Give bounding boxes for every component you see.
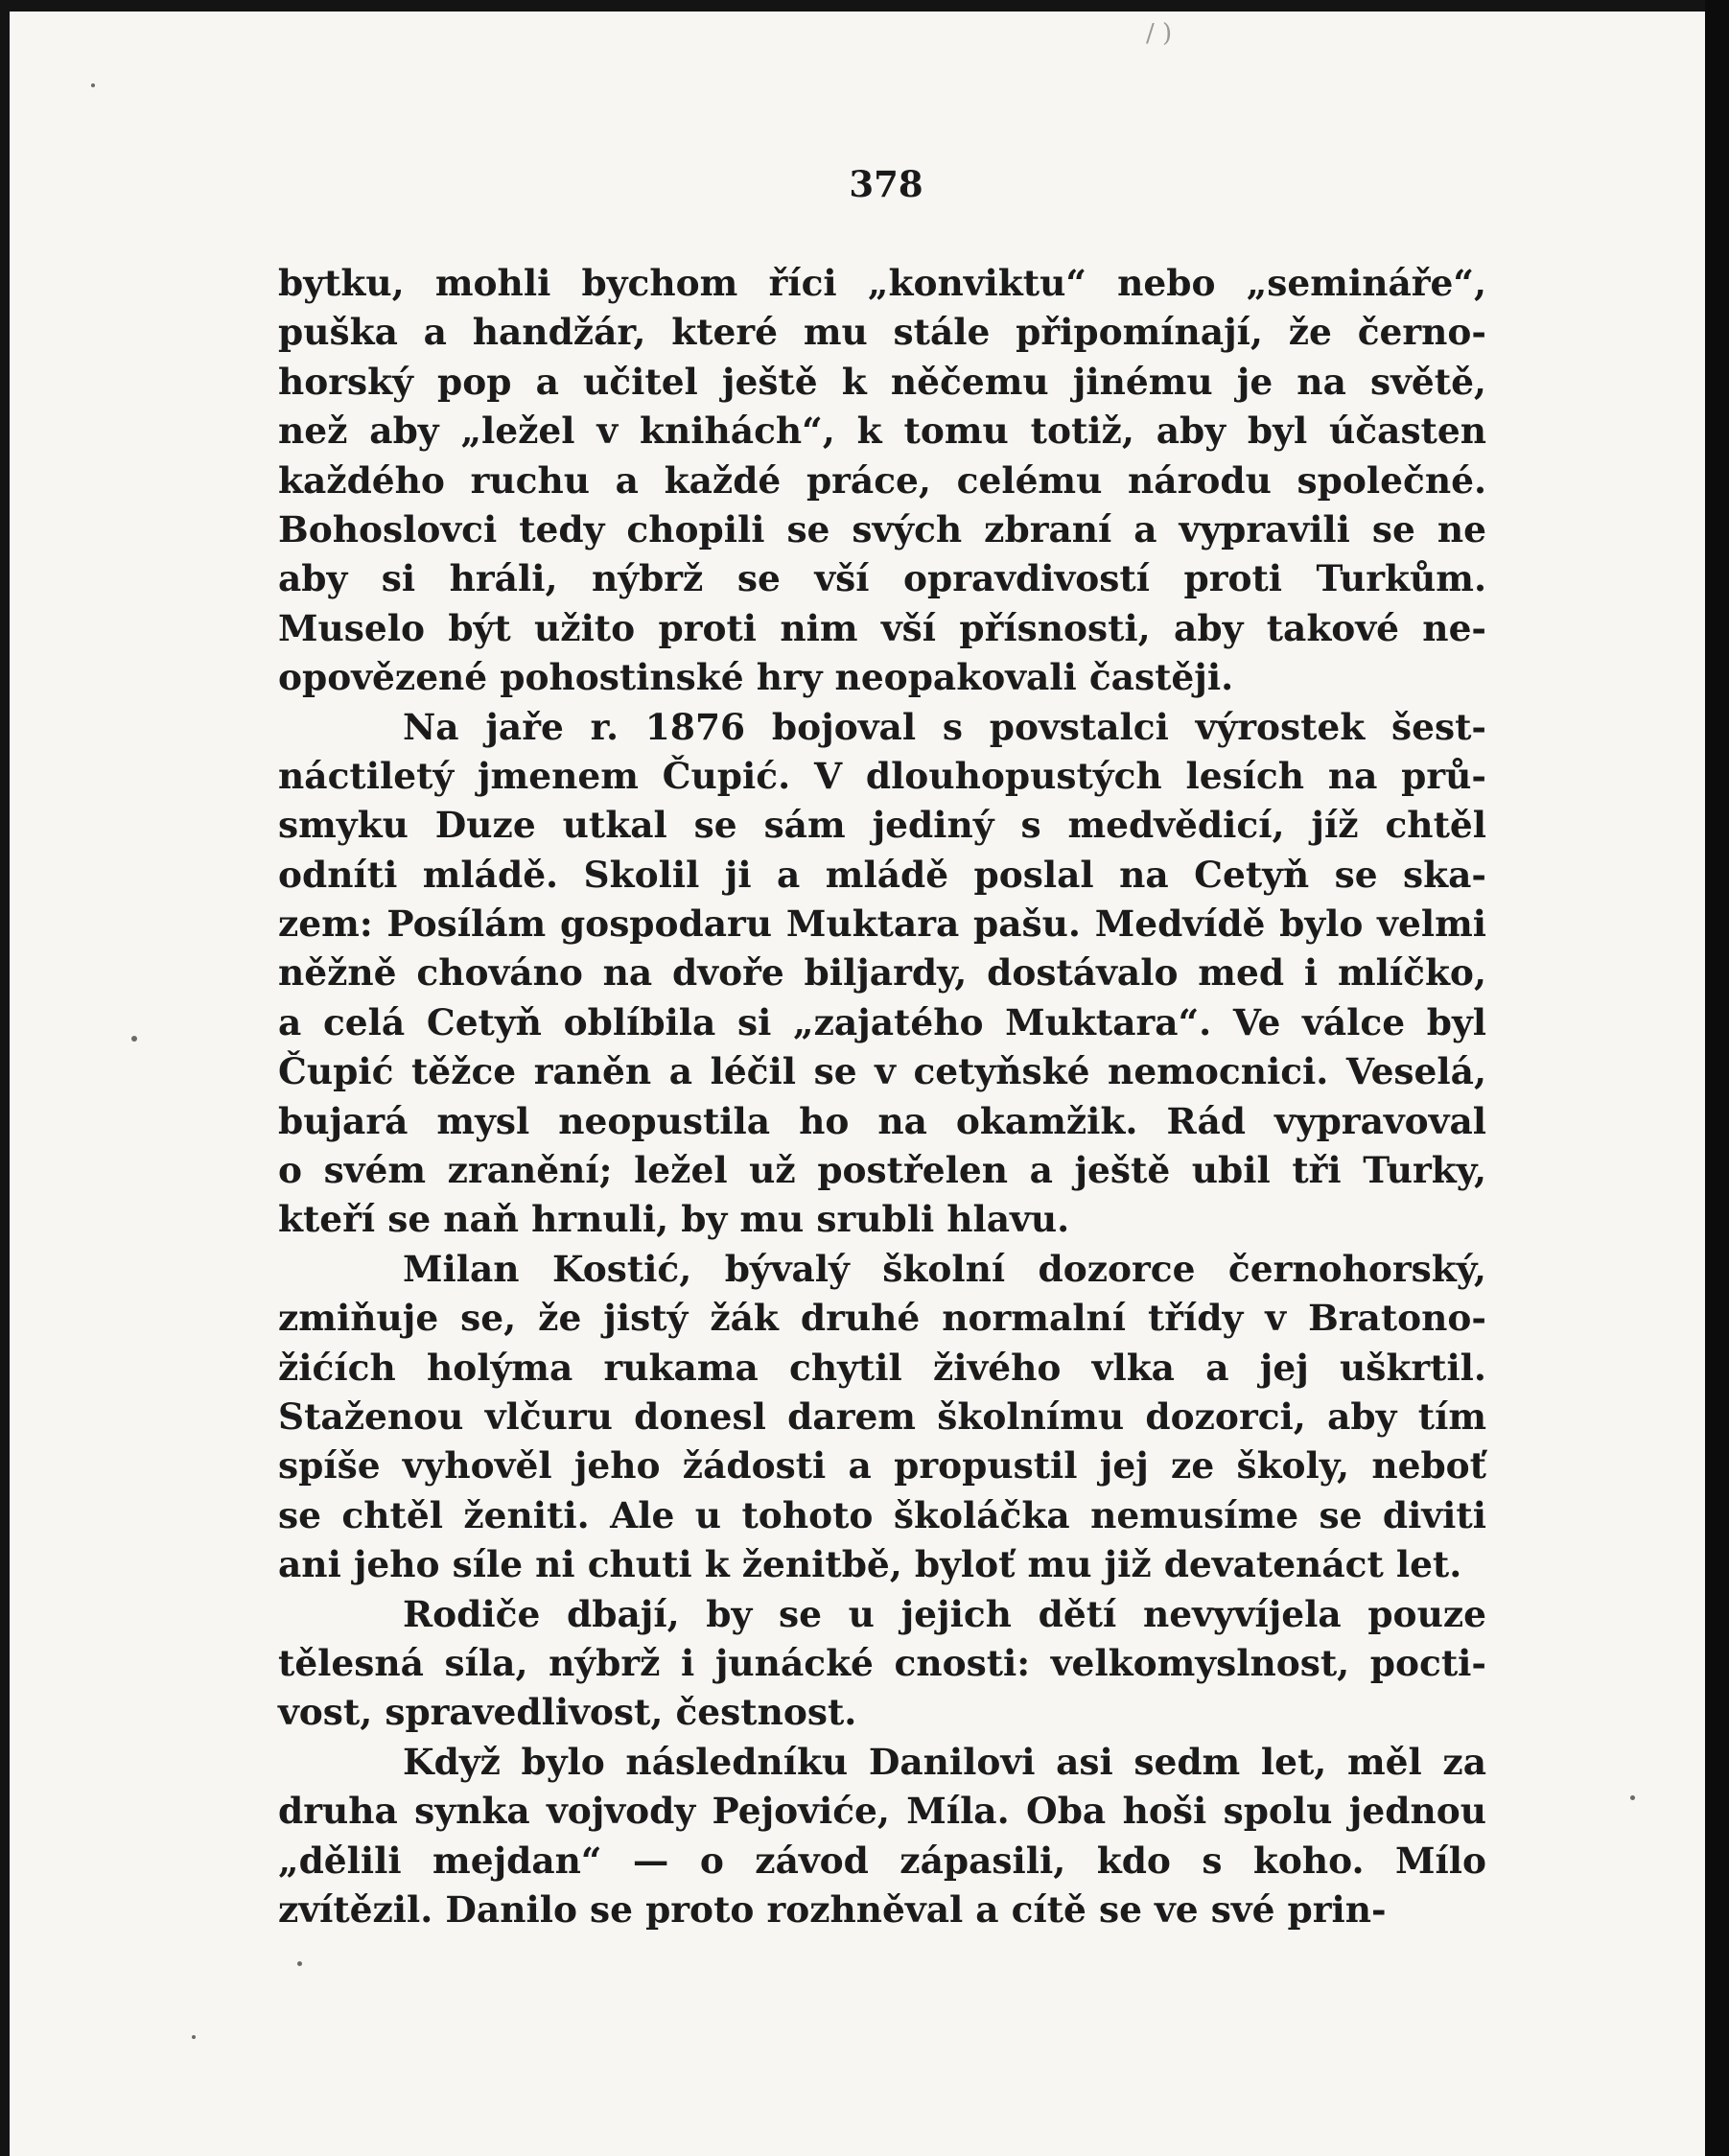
text-line: odníti mládě. Skolil ji a mládě poslal na Cetyň se ska-: [278, 853, 1486, 896]
text-line: Rodiče dbají, by se u jejich dětí nevyvíjela pouze: [403, 1592, 1486, 1635]
text-line: kteří se naň hrnuli, by mu srubli hlavu.: [278, 1198, 1070, 1241]
text-line: spíše vyhověl jeho žádosti a propustil jej ze školy, neboť: [278, 1444, 1486, 1488]
dust-speck: [1630, 1795, 1635, 1800]
text-line: každého ruchu a každé práce, celému národu společné.: [278, 458, 1486, 502]
text-line: Čupić těžce raněn a léčil se v cetyňské nemocnici. Veselá,: [278, 1050, 1486, 1093]
text-line: něžně chováno na dvoře biljardy, dostávalo med i mlíčko,: [278, 951, 1486, 995]
dust-speck: [131, 1036, 137, 1042]
text-line: tělesná síla, nýbrž i junácké cnosti: velkomyslnost, pocti-: [278, 1641, 1486, 1684]
text-line: zmiňuje se, že jistý žák druhé normalní třídy v Bratono-: [278, 1297, 1486, 1340]
page-number: 378: [849, 163, 923, 205]
scanned-page: [10, 12, 1705, 2156]
text-line: zem: Posílám gospodaru Muktara pašu. Medvídě bylo velmi: [278, 902, 1486, 946]
text-line: Když bylo následníku Danilovi asi sedm let, měl za: [403, 1740, 1486, 1783]
paragraph: [278, 1245, 1486, 1590]
text-line: vost, spravedlivost, čestnost.: [278, 1691, 857, 1734]
text-line: o svém zranění; ležel už postřelen a ještě ubil tři Turky,: [278, 1149, 1486, 1192]
paragraph: [278, 1590, 1486, 1738]
dust-speck: [91, 83, 95, 87]
paragraph: [278, 703, 1486, 1245]
text-line: než aby „ležel v knihách“, k tomu totiž, aby byl účasten: [278, 410, 1486, 453]
text-line: ani jeho síle ni chuti k ženitbě, byloť mu již devatenáct let.: [278, 1543, 1462, 1586]
text-line: Na jaře r. 1876 bojoval s povstalci výrostek šest-: [403, 705, 1486, 748]
pencil-mark: / ): [1146, 19, 1173, 48]
text-line: náctiletý jmenem Čupić. V dlouhopustých lesích na prů-: [278, 754, 1486, 797]
text-line: bytku, mohli bychom říci „konviktu“ nebo „semináře“,: [278, 262, 1486, 304]
paragraph: [278, 1738, 1486, 1935]
text-line: aby si hráli, nýbrž se vší opravdivostí proti Turkům.: [278, 557, 1486, 600]
text-line: Bohoslovci tedy chopili se svých zbraní a vypravili se ne: [278, 507, 1486, 551]
text-line: bujará mysl neopustila ho na okamžik. Rád vypravoval: [278, 1099, 1486, 1142]
text-line: žićích holýma rukama chytil živého vlka a jej uškrtil.: [278, 1346, 1486, 1389]
text-line: zvítězil. Danilo se proto rozhněval a cítě se ve své prin-: [278, 1887, 1387, 1931]
dust-speck: [192, 2035, 196, 2039]
text-line: „dělili mejdan“ — o závod zápasili, kdo s koho. Mílo: [278, 1839, 1486, 1882]
text-line: horský pop a učitel ještě k něčemu jinému je na světě,: [278, 360, 1486, 403]
scan-edge: [1705, 0, 1729, 2156]
dust-speck: [297, 1961, 302, 1966]
text-line: smyku Duze utkal se sám jediný s medvědicí, jíž chtěl: [278, 804, 1486, 847]
text-line: druha synka vojvody Pejoviće, Míla. Oba hoši spolu jednou: [278, 1790, 1486, 1833]
text-line: opovězené pohostinské hry neopakovali častěji.: [278, 656, 1234, 699]
body-text: [278, 259, 1486, 1934]
text-line: se chtěl ženiti. Ale u tohoto školáčka nemusíme se diviti: [278, 1493, 1486, 1536]
paragraph: [278, 259, 1486, 703]
text-line: a celá Cetyň oblíbila si „zajatého Muktara“. Ve válce byl: [278, 1000, 1486, 1043]
text-line: puška a handžár, které mu stále připomínají, že černo-: [278, 311, 1486, 354]
text-line: Milan Kostić, bývalý školní dozorce černohorský,: [403, 1247, 1486, 1290]
text-line: Muselo být užito proti nim vší přísnosti, aby takové ne-: [278, 606, 1486, 649]
text-line: Staženou vlčuru donesl darem školnímu dozorci, aby tím: [278, 1394, 1486, 1438]
